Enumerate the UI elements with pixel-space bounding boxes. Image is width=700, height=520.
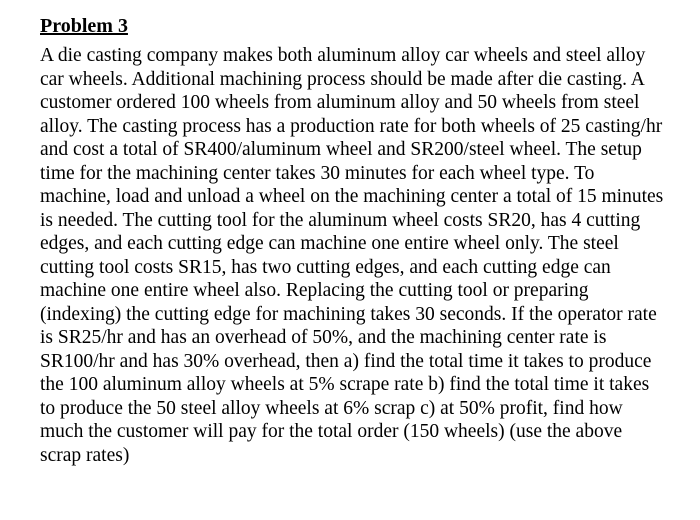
problem-statement: A die casting company makes both aluminum alloy car wheels and steel alloy car wheels. Additional machining process should be made after die casting. A customer ordered 100 wheels from aluminum alloy and 50 wheels from steel alloy. The casting process has a production rate for both wheels of 25 casting/hr and cost a total of SR400/aluminum wheel and SR200/steel wheel. The setup time for the machining center takes 30 minutes for each wheel type. To machine, load and unload a wheel on the machining center a total of 15 minutes is needed. The cutting tool for the aluminum wheel costs SR20, has 4 cutting edges, and each cutting edge can machine one entire wheel only. The steel cutting tool costs SR15, has two cutting edges, and each cutting edge can machine one entire wheel also. Replacing the cutting tool or preparing (indexing) the cutting edge for machining takes 30 seconds. If the operator rate is SR25/hr and has an overhead of 50%, and the machining center rate is SR100/hr and has 30% overhead, then a) find the total time it takes to produce the 100 aluminum alloy wheels at 5% scrape rate b) find the total time it takes to produce the 50 steel alloy wheels at 6% scrap c) at 50% profit, find how much the customer will pay for the total order (150 wheels) (use the above scrap rates) bbox=[40, 45, 664, 466]
problem-title: Problem 3 bbox=[40, 15, 128, 37]
